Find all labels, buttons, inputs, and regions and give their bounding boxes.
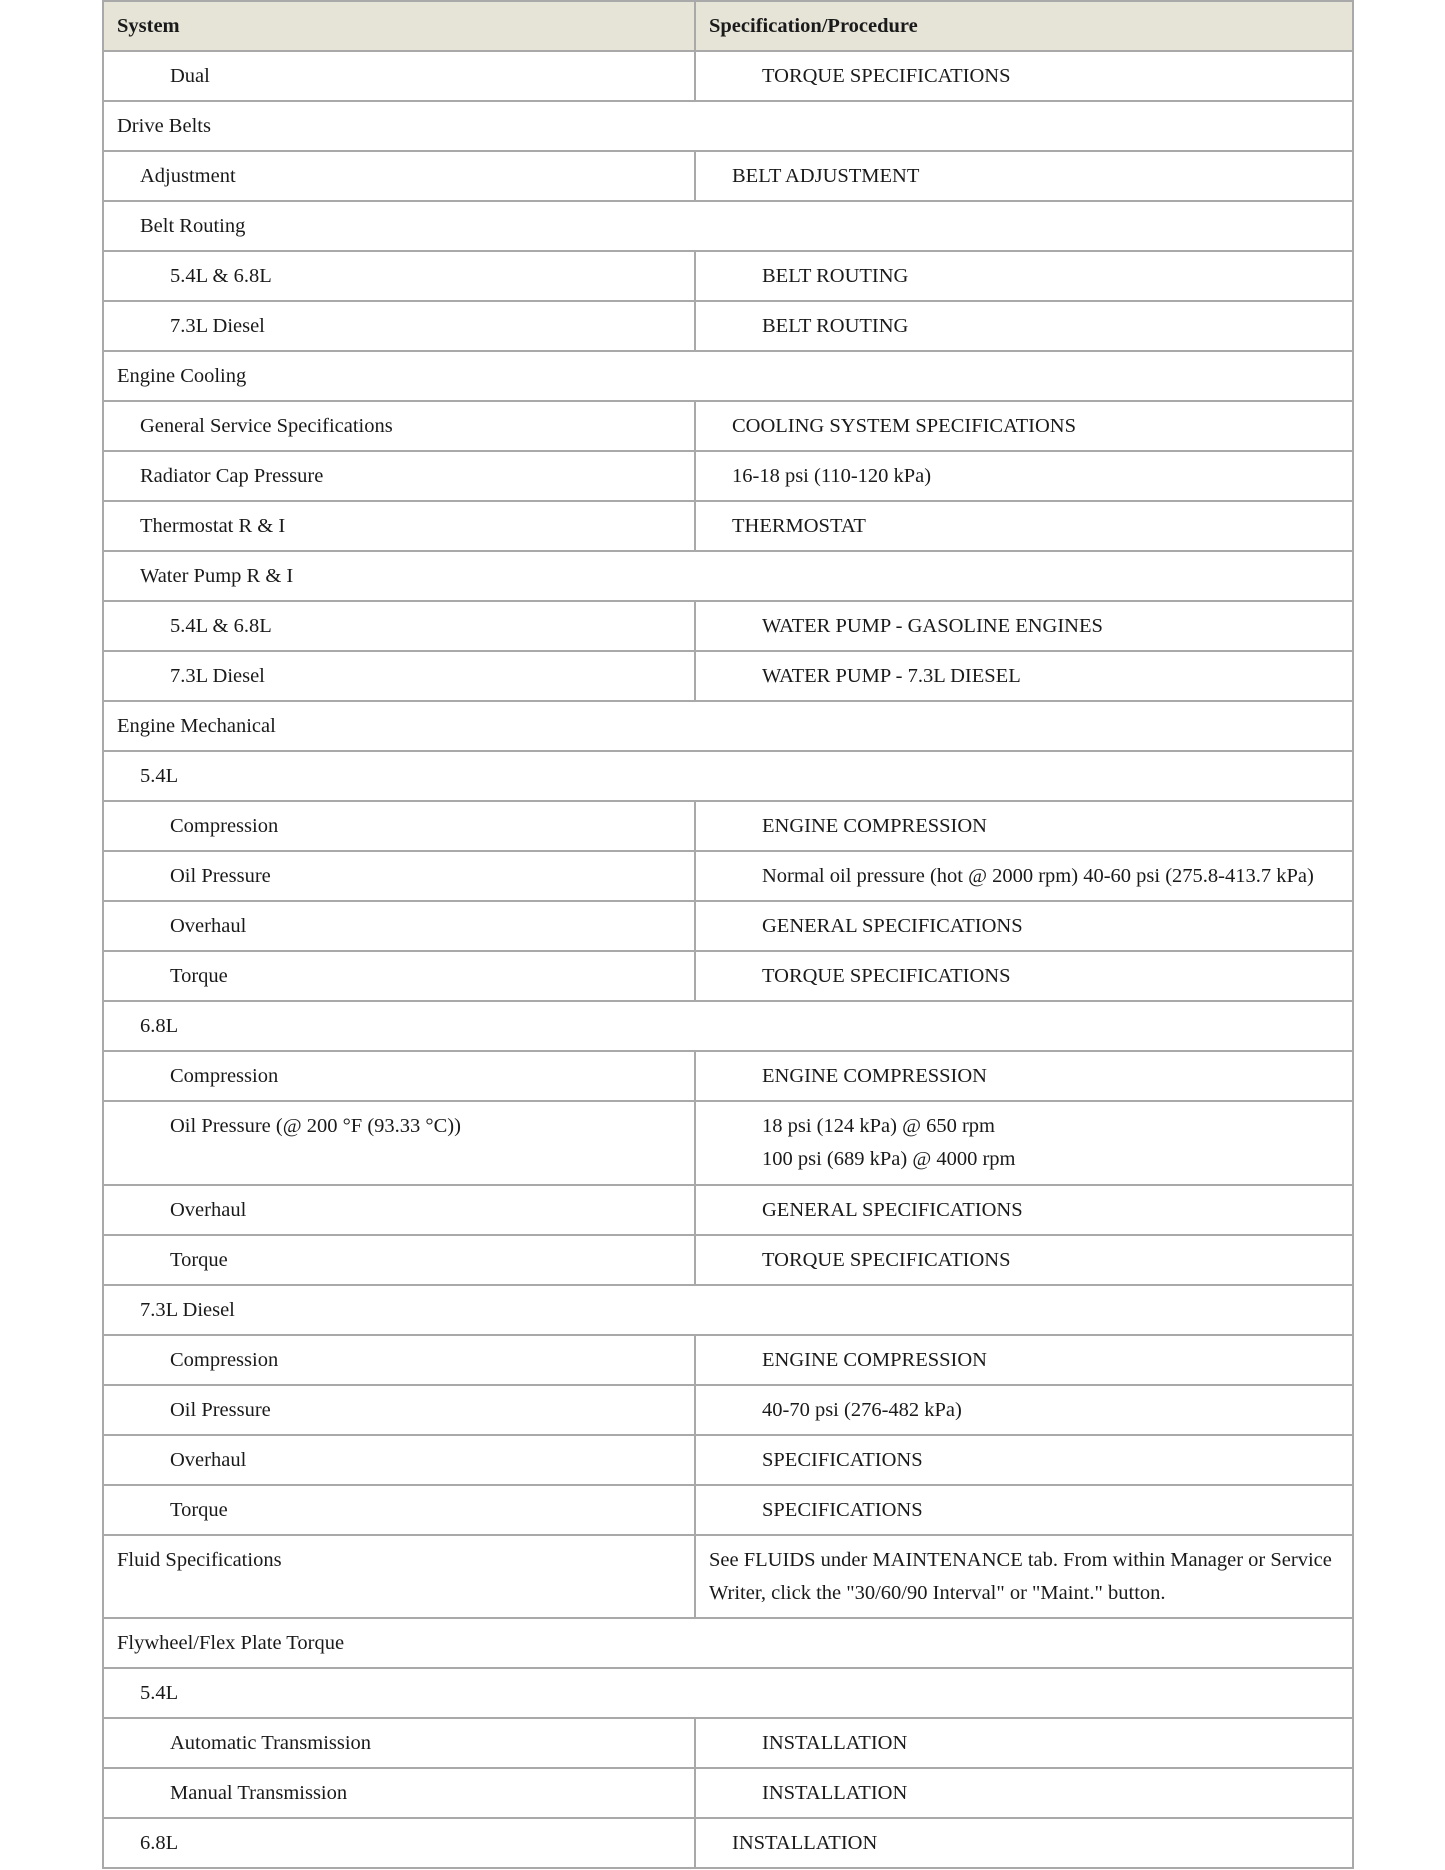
specification-text: TORQUE SPECIFICATIONS <box>762 965 1011 987</box>
specification-cell <box>695 1435 1353 1485</box>
table-row <box>103 151 1353 201</box>
system-cell: Dual <box>103 51 695 101</box>
specification-cell <box>695 951 1353 1001</box>
column-header-specification: Specification/Procedure <box>695 1 1353 51</box>
table-row <box>103 851 1353 901</box>
specification-text: ENGINE COMPRESSION <box>762 1065 987 1087</box>
specification-cell <box>695 1235 1353 1285</box>
system-cell: Fluid Specifications <box>103 1535 695 1618</box>
specification-cell <box>695 451 1353 501</box>
table-section-row <box>103 751 1353 801</box>
table-section-row <box>103 701 1353 751</box>
table-section-row <box>103 101 1353 151</box>
table-section-row <box>103 201 1353 251</box>
system-cell: Oil Pressure <box>103 1385 695 1435</box>
system-cell: Radiator Cap Pressure <box>103 451 695 501</box>
specification-text: GENERAL SPECIFICATIONS <box>762 915 1023 937</box>
specification-text: THERMOSTAT <box>732 515 866 537</box>
specification-cell <box>695 1335 1353 1385</box>
specification-cell <box>695 1485 1353 1535</box>
specification-text: GENERAL SPECIFICATIONS <box>762 1199 1023 1221</box>
specification-cell <box>695 501 1353 551</box>
system-cell: Overhaul <box>103 901 695 951</box>
system-cell: 6.8L <box>103 1001 1353 1051</box>
table-row <box>103 1818 1353 1868</box>
table-row <box>103 301 1353 351</box>
system-cell: 7.3L Diesel <box>103 1285 1353 1335</box>
specification-cell <box>695 1185 1353 1235</box>
table-row <box>103 451 1353 501</box>
system-cell: 7.3L Diesel <box>103 651 695 701</box>
specification-text: INSTALLATION <box>762 1782 908 1804</box>
specification-cell <box>695 1768 1353 1818</box>
table-row <box>103 1185 1353 1235</box>
specification-text: BELT ROUTING <box>762 315 909 337</box>
specification-text: BELT ADJUSTMENT <box>732 165 920 187</box>
specification-cell <box>695 901 1353 951</box>
system-cell: General Service Specifications <box>103 401 695 451</box>
specification-text: INSTALLATION <box>762 1732 908 1754</box>
specification-cell <box>695 301 1353 351</box>
table-row <box>103 1535 1353 1618</box>
system-cell: 5.4L & 6.8L <box>103 251 695 301</box>
system-cell: Compression <box>103 1335 695 1385</box>
specification-cell <box>695 51 1353 101</box>
system-cell: Torque <box>103 1235 695 1285</box>
table-row <box>103 251 1353 301</box>
specification-text: TORQUE SPECIFICATIONS <box>762 1249 1011 1271</box>
specification-cell <box>695 151 1353 201</box>
table-body <box>103 51 1353 1868</box>
specification-text: INSTALLATION <box>732 1832 878 1854</box>
table-row <box>103 1485 1353 1535</box>
table-row <box>103 601 1353 651</box>
system-cell: 6.8L <box>103 1818 695 1868</box>
system-cell: Engine Mechanical <box>103 701 1353 751</box>
specification-text: 18 psi (124 kPa) @ 650 rpm <box>762 1115 995 1137</box>
table-row <box>103 951 1353 1001</box>
specification-cell <box>695 851 1353 901</box>
specification-text: SPECIFICATIONS <box>762 1449 923 1471</box>
table-section-row <box>103 1668 1353 1718</box>
specification-text: ENGINE COMPRESSION <box>762 815 987 837</box>
table-row <box>103 901 1353 951</box>
system-cell: Overhaul <box>103 1185 695 1235</box>
system-cell: Oil Pressure (@ 200 °F (93.33 °C)) <box>103 1101 695 1185</box>
system-cell: Engine Cooling <box>103 351 1353 401</box>
table-header-row <box>103 1 1353 51</box>
table-section-row <box>103 351 1353 401</box>
system-cell: 5.4L <box>103 1668 1353 1718</box>
system-cell: Water Pump R & I <box>103 551 1353 601</box>
specification-cell <box>695 1718 1353 1768</box>
table-row <box>103 1335 1353 1385</box>
specification-text: 100 psi (689 kPa) @ 4000 rpm <box>762 1148 1016 1170</box>
specification-text: TORQUE SPECIFICATIONS <box>762 65 1011 87</box>
specification-text: Normal oil pressure (hot @ 2000 rpm) 40-60 psi (275.8-413.7 kPa) <box>762 865 1314 887</box>
table-row <box>103 1051 1353 1101</box>
specification-cell <box>695 1051 1353 1101</box>
specification-cell <box>695 651 1353 701</box>
specification-text: 16-18 psi (110-120 kPa) <box>732 465 932 487</box>
system-cell: Manual Transmission <box>103 1768 695 1818</box>
system-cell: Adjustment <box>103 151 695 201</box>
specification-text: BELT ROUTING <box>762 265 909 287</box>
system-cell: Automatic Transmission <box>103 1718 695 1768</box>
specification-cell <box>695 1101 1353 1185</box>
specification-cell <box>695 1818 1353 1868</box>
system-cell: Overhaul <box>103 1435 695 1485</box>
specification-text: WATER PUMP - 7.3L DIESEL <box>762 665 1021 687</box>
system-cell: Compression <box>103 1051 695 1101</box>
system-cell: Torque <box>103 1485 695 1535</box>
table-row <box>103 651 1353 701</box>
specification-text: WATER PUMP - GASOLINE ENGINES <box>762 615 1103 637</box>
table-row <box>103 501 1353 551</box>
specification-text: COOLING SYSTEM SPECIFICATIONS <box>732 415 1076 437</box>
specification-cell <box>695 1385 1353 1435</box>
table-row <box>103 1235 1353 1285</box>
table-section-row <box>103 1001 1353 1051</box>
specification-table <box>102 0 1354 1869</box>
system-cell: Flywheel/Flex Plate Torque <box>103 1618 1353 1668</box>
system-cell: 7.3L Diesel <box>103 301 695 351</box>
table-row <box>103 801 1353 851</box>
table-row <box>103 1768 1353 1818</box>
table-row <box>103 1385 1353 1435</box>
specification-text: SPECIFICATIONS <box>762 1499 923 1521</box>
system-cell: Belt Routing <box>103 201 1353 251</box>
system-cell: Oil Pressure <box>103 851 695 901</box>
specification-cell <box>695 401 1353 451</box>
table-row <box>103 1718 1353 1768</box>
table-row <box>103 51 1353 101</box>
specification-cell <box>695 251 1353 301</box>
specification-text: ENGINE COMPRESSION <box>762 1349 987 1371</box>
system-cell: Torque <box>103 951 695 1001</box>
system-cell: Compression <box>103 801 695 851</box>
column-header-system: System <box>103 1 695 51</box>
table-section-row <box>103 551 1353 601</box>
specification-cell <box>695 601 1353 651</box>
system-cell: Thermostat R & I <box>103 501 695 551</box>
system-cell: 5.4L <box>103 751 1353 801</box>
specification-cell <box>695 1535 1353 1618</box>
specification-text: See FLUIDS under MAINTENANCE tab. From within Manager or Service Writer, click the "30/60/90 Interval" or "Maint." button. <box>709 1549 1332 1604</box>
specification-text: 40-70 psi (276-482 kPa) <box>762 1399 962 1421</box>
system-cell: 5.4L & 6.8L <box>103 601 695 651</box>
table-section-row <box>103 1618 1353 1668</box>
table-row <box>103 401 1353 451</box>
table-section-row <box>103 1285 1353 1335</box>
system-cell: Drive Belts <box>103 101 1353 151</box>
specification-cell <box>695 801 1353 851</box>
table-row <box>103 1435 1353 1485</box>
table-row <box>103 1101 1353 1185</box>
